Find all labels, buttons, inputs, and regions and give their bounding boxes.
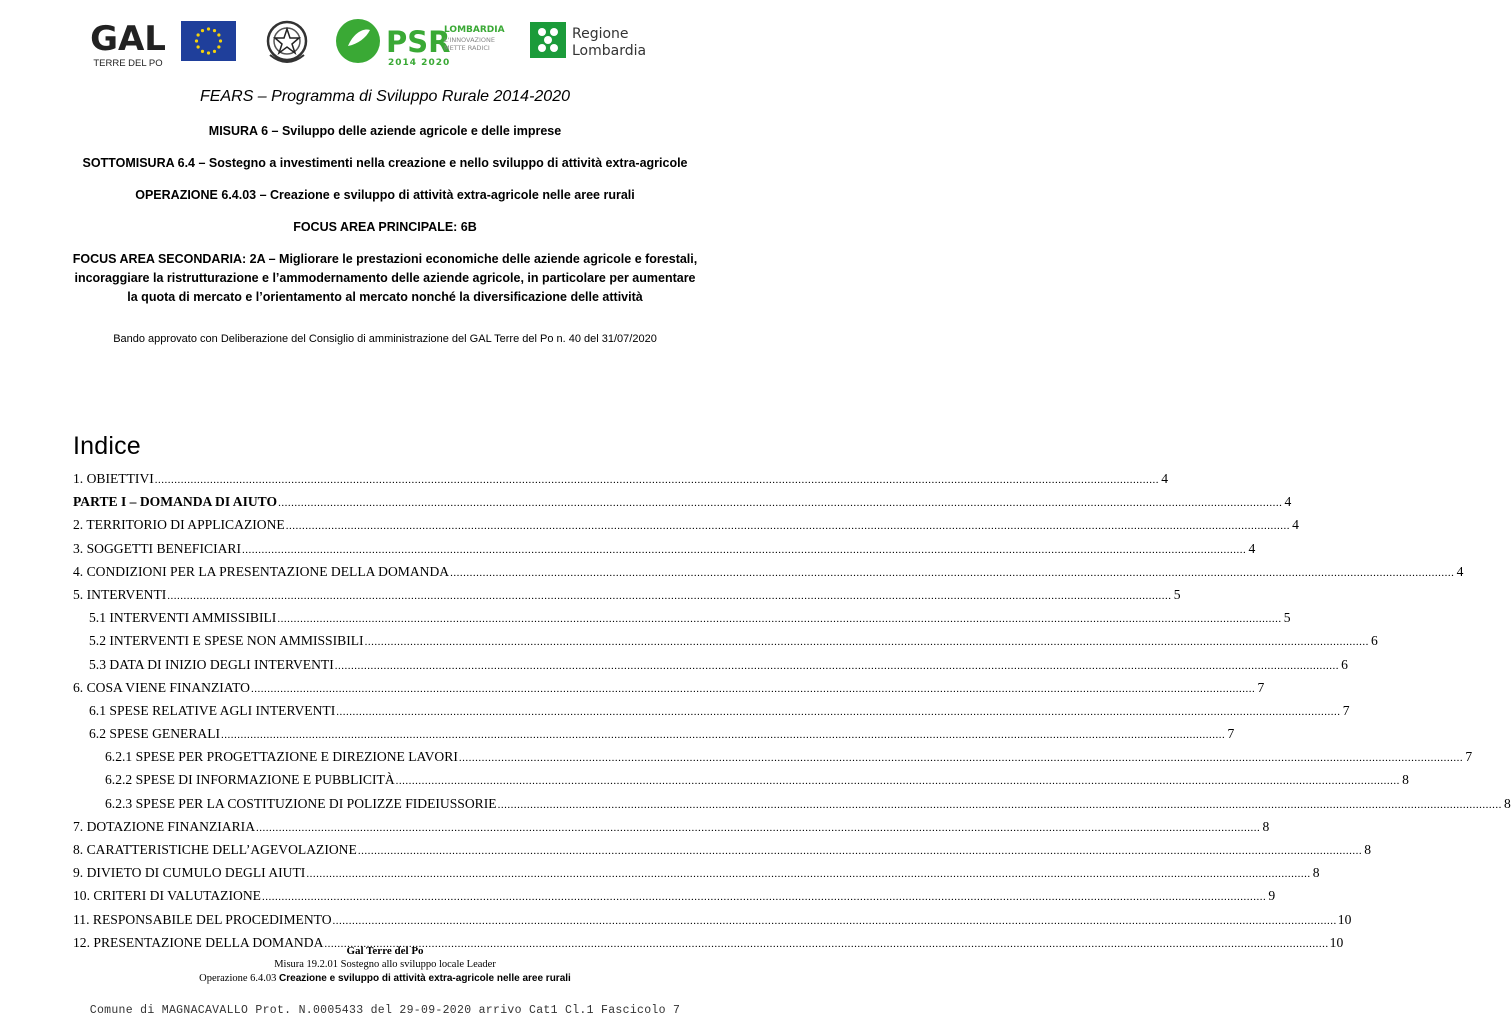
toc-dot-leader [459, 748, 1463, 768]
eu-flag-icon [181, 21, 236, 61]
toc-entry[interactable] [73, 770, 1409, 793]
toc-entry[interactable] [73, 724, 1235, 747]
toc-entry[interactable] [73, 678, 1265, 701]
gal-terre-del-po-logo [90, 14, 166, 70]
toc-dot-leader [286, 516, 1290, 536]
toc-entry-title: 6. COSA VIENE FINANZIATO [73, 679, 250, 695]
focus-area-principale: FOCUS AREA PRINCIPALE: 6B [293, 220, 477, 234]
eu-star-icon [201, 50, 204, 53]
toc-entry-title: 11. RESPONSABILE DEL PROCEDIMENTO [73, 911, 332, 927]
toc-entry[interactable] [73, 840, 1372, 863]
toc-entry-page: 4 [1161, 471, 1169, 486]
toc-entry-page: 8 [1504, 795, 1511, 811]
eu-star-icon [207, 27, 210, 30]
toc-entry-page: 10 [1329, 934, 1344, 950]
regione-logo-line1: Regione [572, 26, 629, 42]
toc-entry[interactable] [73, 886, 1276, 909]
eu-star-icon [217, 33, 220, 36]
toc-entry[interactable] [73, 562, 1464, 585]
toc-entry[interactable] [73, 631, 1378, 654]
toc-dot-leader [221, 725, 1225, 745]
toc-entry[interactable] [73, 794, 1511, 817]
toc-dot-leader [256, 818, 1260, 838]
toc-entry-title: 4. CONDIZIONI PER LA PRESENTAZIONE DELLA DOMANDA [73, 563, 450, 579]
toc-entry-page: 4 [1456, 563, 1464, 579]
operazione-title: OPERAZIONE 6.4.03 – Creazione e sviluppo di attività extra-agricole nelle aree rurali [135, 188, 635, 202]
eu-star-icon [219, 39, 222, 42]
toc-entry-title: 3. SOGGETTI BENEFICIARI [73, 540, 242, 556]
psr-lombardia-logo [332, 14, 507, 70]
eu-star-icon [197, 45, 200, 48]
regione-logo-line2: Lombardia [572, 43, 647, 59]
toc-entry-page: 6 [1341, 656, 1348, 672]
toc-entry[interactable] [73, 910, 1352, 933]
toc-dot-leader [450, 563, 1454, 583]
toc-entry-page: 7 [1257, 679, 1265, 695]
toc-dot-leader [278, 493, 1282, 513]
eu-star-icon [213, 29, 216, 32]
logo-strip [0, 14, 770, 74]
toc-entry-page: 5 [1173, 586, 1181, 602]
focus-area-secondaria: FOCUS AREA SECONDARIA: 2A – Migliorare le prestazioni economiche delle aziende agricole e forestali, incoraggiare la ristrutturazione e l’ammodernamento delle aziende agricole, in particolare per aumentare la quota di mercato e l’orientamento al mercato nonché la diversificazione delle attività [72, 252, 698, 304]
toc-entry-page: 5 [1283, 610, 1291, 626]
toc-dot-leader [498, 795, 1502, 815]
toc-entry-title: 10. CRITERI DI VALUTAZIONE [73, 888, 261, 904]
psr-tagline-1: L'INNOVAZIONE [444, 36, 495, 44]
toc-entry-page: 4 [1248, 540, 1256, 556]
toc-entry-title: 5.1 INTERVENTI AMMISSIBILI [89, 610, 277, 626]
toc-entry[interactable] [73, 747, 1473, 770]
toc-entry-title: 6.2.2 SPESE DI INFORMAZIONE E PUBBLICITÀ [105, 772, 395, 788]
toc-entry-title: 1. OBIETTIVI [73, 471, 154, 486]
italian-republic-emblem-icon [264, 17, 310, 67]
protocol-stamp: Comune di MAGNACAVALLO Prot. N.0005433 del 29-09-2020 arrivo Cat1 Cl.1 Fascicolo 7 [89, 1004, 681, 1017]
toc-entry[interactable] [73, 585, 1181, 608]
toc-entry[interactable] [73, 817, 1270, 840]
toc-dot-leader [155, 470, 1159, 490]
page-footer [0, 944, 770, 986]
footer-org: Gal Terre del Po [346, 945, 424, 957]
eu-star-icon [201, 29, 204, 32]
toc-entry[interactable] [73, 863, 1320, 886]
eu-star-icon [207, 51, 210, 54]
toc-entry-title: 5.2 INTERVENTI E SPESE NON AMMISSIBILI [89, 633, 364, 649]
toc-entry-title: 8. CARATTERISTICHE DELL’AGEVOLAZIONE [73, 842, 357, 857]
toc-dot-leader [167, 586, 1171, 606]
eu-star-icon [217, 45, 220, 48]
toc-dot-leader [336, 702, 1340, 722]
toc-entry-title: 6.2.1 SPESE PER PROGETTAZIONE E DIREZIONE LAVORI [105, 749, 458, 765]
toc-dot-leader [242, 540, 1246, 560]
toc-dot-leader [262, 887, 1266, 907]
toc-entry-page: 9 [1268, 888, 1276, 904]
document-header [70, 86, 700, 347]
toc-entry-title: 12. PRESENTAZIONE DELLA DOMANDA [73, 934, 324, 950]
table-of-contents [73, 469, 1511, 956]
sottomisura-title: SOTTOMISURA 6.4 – Sostegno a investimenti nella creazione e nello sviluppo di attività extra-agricole [82, 156, 688, 170]
gal-logo-subtext: TERRE DEL PO [93, 58, 163, 69]
footer-misura: Misura 19.2.01 Sostegno allo sviluppo locale Leader [274, 959, 496, 970]
toc-entry-page: 10 [1337, 911, 1352, 927]
psr-region: LOMBARDIA [444, 25, 505, 35]
eu-star-icon [195, 39, 198, 42]
toc-entry[interactable] [73, 701, 1350, 724]
psr-tagline-2: METTE RADICI [444, 44, 490, 52]
gal-logo-text: GAL [90, 19, 166, 59]
toc-entry[interactable] [73, 655, 1348, 678]
toc-dot-leader [358, 841, 1362, 861]
toc-entry-page: 7 [1342, 702, 1350, 718]
toc-entry-title: 6.2.3 SPESE PER LA COSTITUZIONE DI POLIZZE FIDEIUSSORIE [105, 795, 497, 811]
toc-entry-page: 7 [1465, 749, 1473, 765]
toc-entry-title: 5.3 DATA DI INIZIO DEGLI INTERVENTI [89, 656, 334, 672]
toc-dot-leader [306, 864, 1310, 884]
footer-operazione-title: Creazione e sviluppo di attività extra-agricole nelle aree rurali [279, 973, 571, 984]
toc-entry[interactable] [73, 608, 1291, 631]
footer-operazione [0, 972, 770, 986]
regione-lombardia-logo [530, 20, 660, 64]
toc-entry-page: 6 [1371, 633, 1378, 649]
toc-entry-title: 2. TERRITORIO DI APPLICAZIONE [73, 517, 285, 533]
toc-entry-title: 7. DOTAZIONE FINANZIARIA [73, 818, 256, 834]
eu-star-icon [213, 50, 216, 53]
toc-dot-leader [277, 609, 1281, 629]
toc-entry-page: 8 [1312, 865, 1320, 881]
footer-operazione-prefix: Operazione 6.4.03 [199, 973, 277, 984]
toc-entry[interactable] [73, 492, 1292, 515]
toc-entry-page: 7 [1227, 726, 1235, 742]
toc-dot-leader [365, 632, 1369, 652]
bando-approval-note: Bando approvato con Deliberazione del Consiglio di amministrazione del GAL Terre del Po n. 40 del 31/07/2020 [113, 333, 657, 345]
toc-entry-title: 9. DIVIETO DI CUMULO DEGLI AIUTI [73, 865, 306, 881]
toc-entry[interactable] [73, 469, 1169, 492]
program-title: FEARS – Programma di Sviluppo Rurale 2014-2020 [200, 88, 570, 105]
eu-star-icon [197, 33, 200, 36]
toc-dot-leader [333, 911, 1337, 931]
toc-dot-leader [335, 656, 1339, 676]
toc-dot-leader [251, 679, 1255, 699]
psr-title: PSR [386, 25, 451, 59]
psr-years: 2014 2020 [388, 58, 451, 68]
toc-entry-title: 6.2 SPESE GENERALI [89, 726, 221, 742]
toc-entry-page: 4 [1292, 517, 1299, 533]
toc-dot-leader [396, 771, 1400, 791]
indice-heading: Indice [73, 432, 141, 460]
toc-entry[interactable] [73, 515, 1299, 538]
toc-entry[interactable] [73, 539, 1256, 562]
toc-entry-page: 8 [1364, 842, 1372, 857]
misura-title: MISURA 6 – Sviluppo delle aziende agricole e delle imprese [208, 124, 562, 138]
toc-entry-page: 4 [1284, 494, 1292, 510]
toc-entry-title: PARTE I – DOMANDA DI AIUTO [73, 494, 278, 510]
toc-entry-page: 8 [1262, 818, 1270, 834]
toc-entry-title: 5. INTERVENTI [73, 586, 167, 602]
toc-entry-page: 8 [1402, 772, 1409, 788]
toc-entry-title: 6.1 SPESE RELATIVE AGLI INTERVENTI [89, 702, 336, 718]
